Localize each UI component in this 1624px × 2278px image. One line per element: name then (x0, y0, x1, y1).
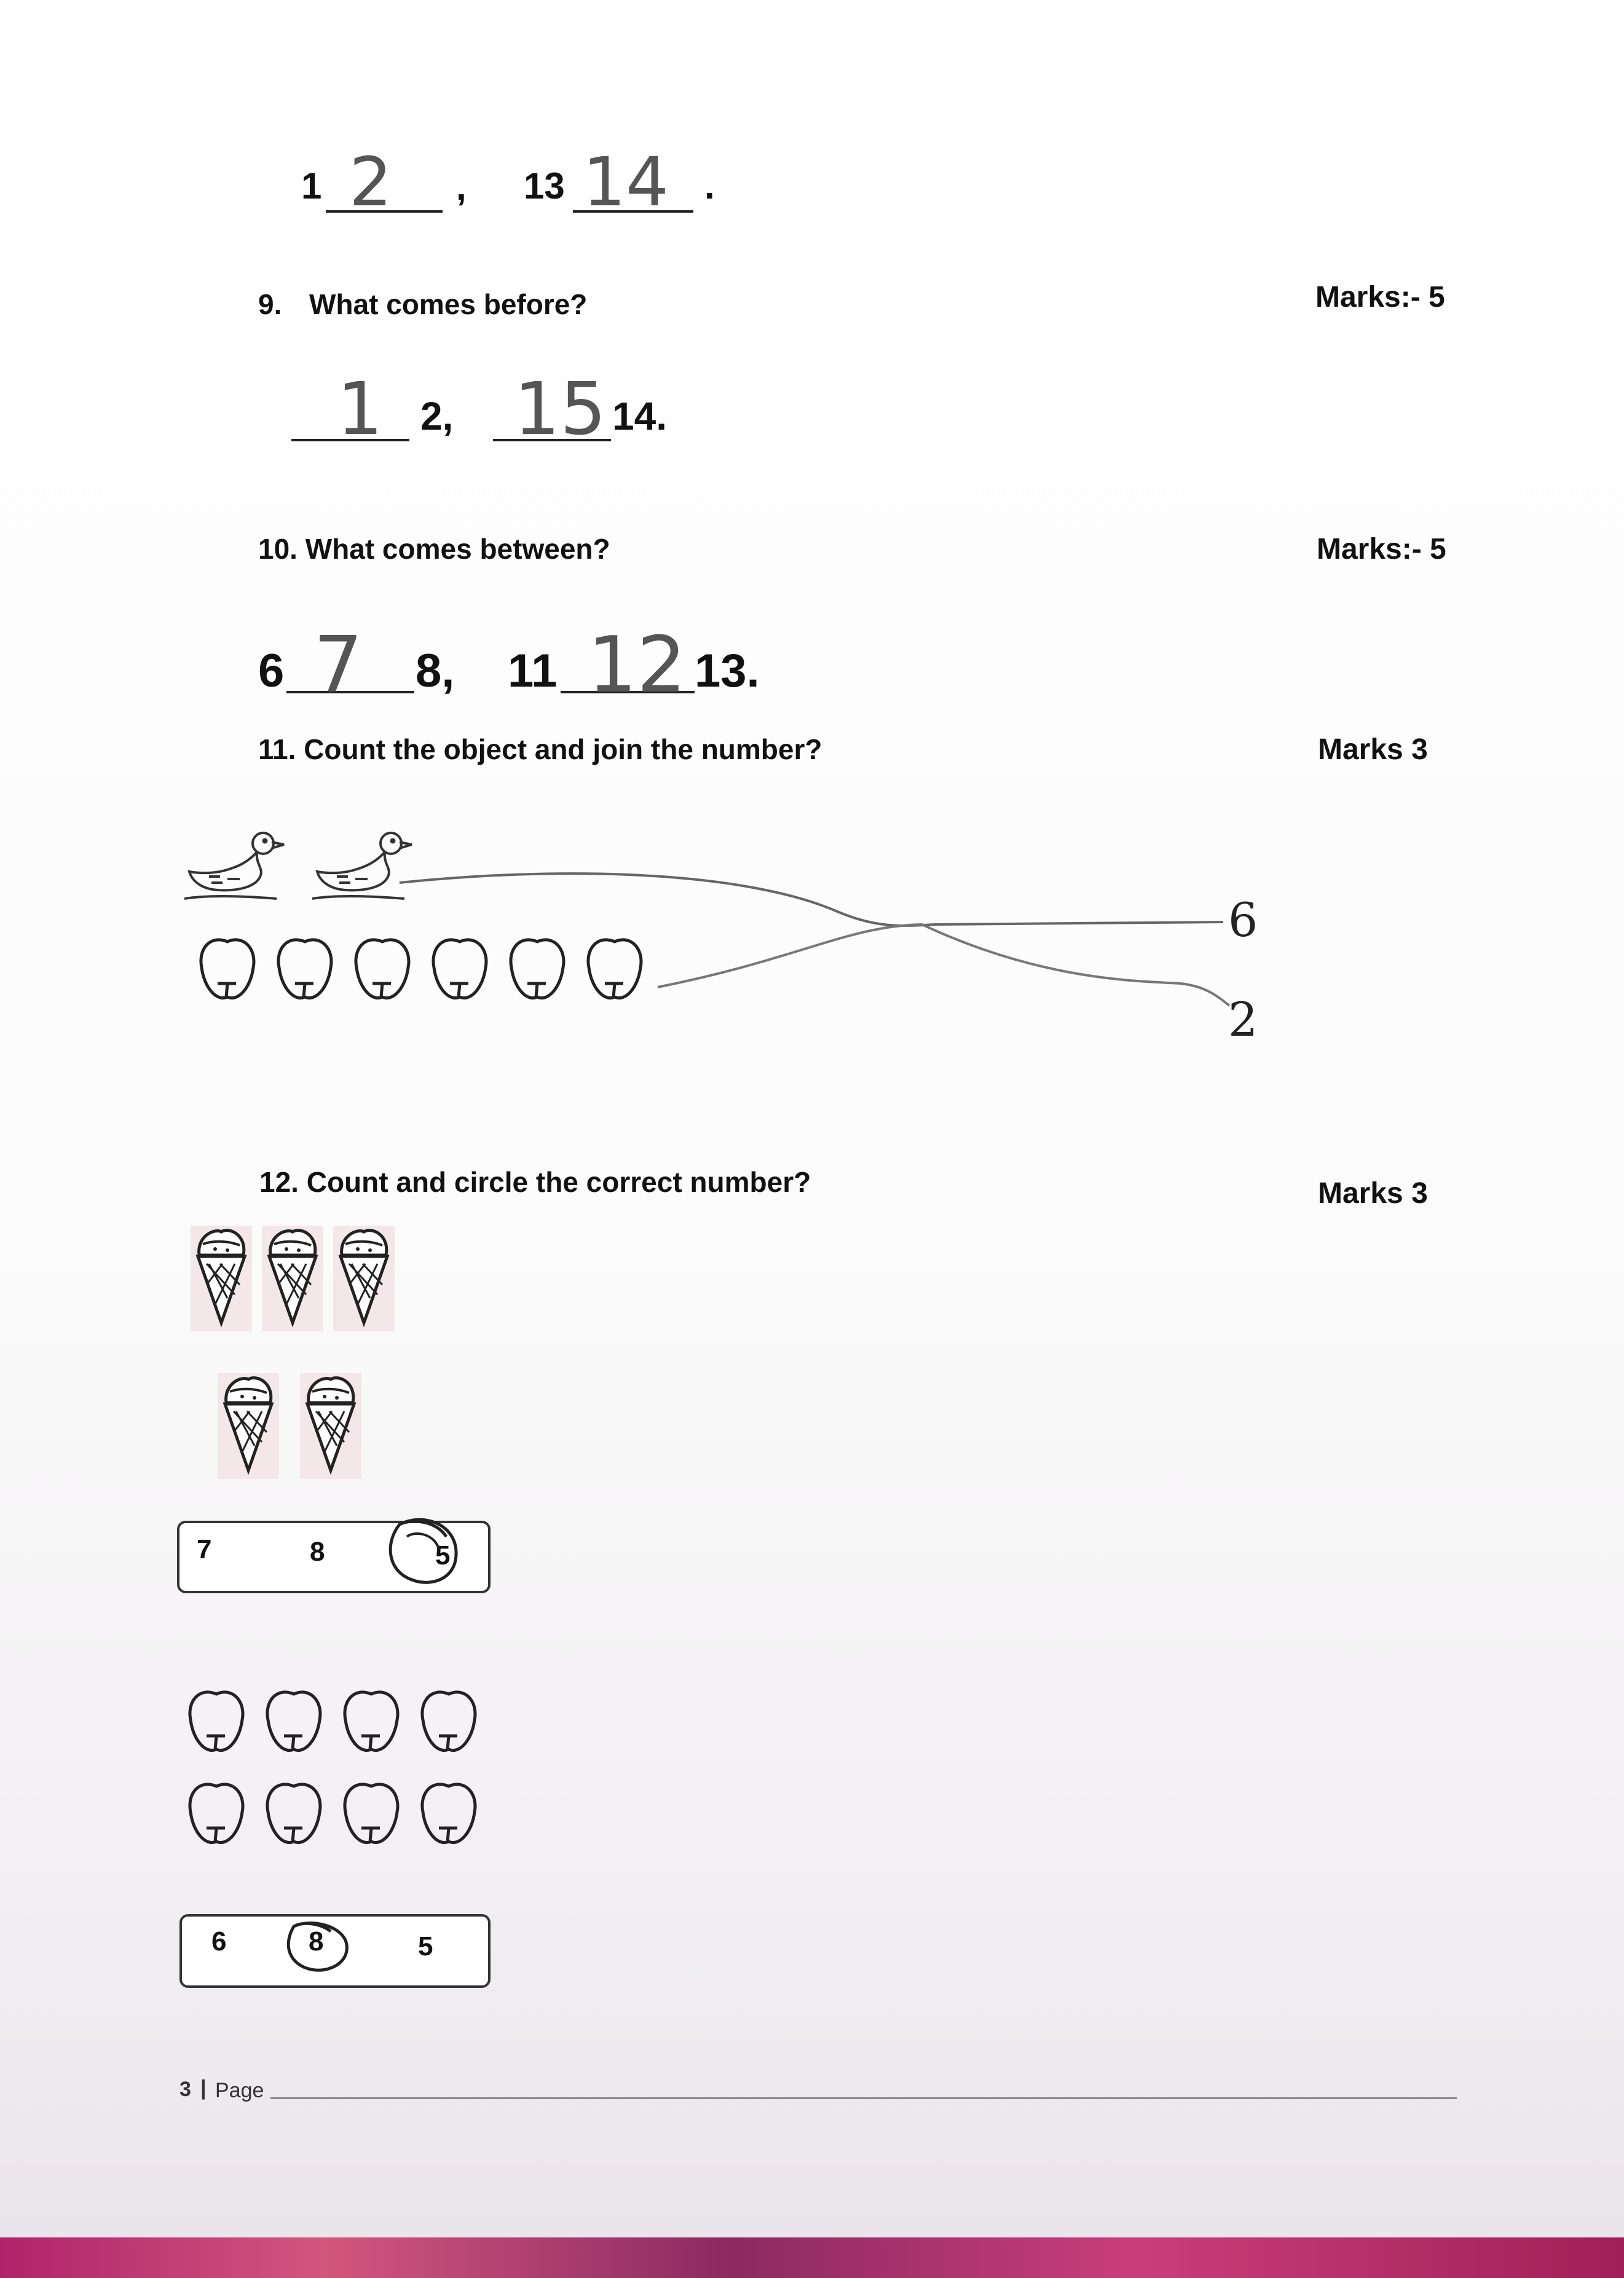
apple-icon (422, 1692, 475, 1751)
ice-cream-icon (191, 1226, 252, 1331)
apple-icon (267, 1692, 320, 1751)
q10-marks: Marks:- 5 (1317, 533, 1446, 566)
ice-cream-icon (218, 1373, 279, 1479)
apple-icon (190, 1784, 243, 1843)
join-number-2[interactable]: 2 (1228, 992, 1258, 1047)
footer-page-label: Page (215, 2079, 264, 2102)
q10-item1-suffix: 8, (416, 645, 455, 697)
join-number-6[interactable]: 6 (1228, 893, 1258, 947)
q10-answer-1: 7 (313, 620, 363, 710)
q10-title: 10. What comes between? (258, 533, 610, 565)
box1-circle-mark (375, 1512, 467, 1598)
ice-cream-icon (300, 1373, 361, 1479)
q9-title: What comes before? (309, 288, 588, 320)
box1-option-8[interactable]: 8 (310, 1537, 325, 1567)
q8-item1-sep: , (456, 167, 467, 208)
q8-answer-2: 14 (583, 143, 669, 221)
q12-title: 12. Count and circle the correct number? (259, 1166, 811, 1198)
q10-item2-prefix: 11 (508, 645, 558, 697)
join-line-apples-to-6 (658, 924, 1229, 1006)
apples-grid-q12 (181, 1683, 500, 1849)
q10-item1-prefix: 6 (258, 645, 285, 697)
ice-creams-row-1 (191, 1226, 400, 1336)
box2-option-5[interactable]: 5 (418, 1931, 433, 1961)
q9-answer-2: 15 (514, 366, 607, 451)
q11-marks: Marks 3 (1318, 733, 1428, 766)
q9-marks: Marks:- 5 (1315, 281, 1445, 313)
q8-item1-prefix: 1 (301, 165, 322, 207)
q10-item2-suffix: 13. (695, 645, 760, 697)
apple-icon (190, 1692, 243, 1751)
footer-rule (270, 2097, 1457, 2099)
ice-cream-icon (262, 1226, 323, 1331)
ice-cream-icon (333, 1226, 395, 1331)
q8-answer-1: 2 (349, 143, 392, 221)
footer-separator: | (200, 2076, 207, 2100)
apple-icon (422, 1784, 475, 1843)
apple-icon (267, 1784, 320, 1843)
footer-page-number: 3 (179, 2078, 191, 2101)
q9-item1-suffix: 2, (420, 394, 454, 438)
join-line-ducks-to-2 (400, 873, 1223, 926)
q9-item2-suffix: 14. (612, 394, 667, 438)
q12-marks: Marks 3 (1318, 1177, 1428, 1210)
box2-circle-mark (275, 1913, 361, 1980)
q8-item2-end: . (704, 165, 715, 207)
background-fabric (0, 2237, 1624, 2278)
apple-icon (345, 1692, 398, 1751)
box2-option-8[interactable]: 8 (309, 1926, 324, 1957)
q10-answer-2: 12 (588, 620, 687, 710)
q9-number: 9. (258, 288, 282, 320)
q8-item2-prefix: 13 (524, 165, 565, 207)
box2-option-6[interactable]: 6 (211, 1926, 227, 1957)
box1-option-7[interactable]: 7 (197, 1534, 212, 1564)
q9-answer-1: 1 (337, 366, 384, 451)
apple-icon (345, 1784, 398, 1843)
ice-creams-row-2 (218, 1373, 377, 1484)
q11-title: 11. Count the object and join the number? (258, 733, 822, 765)
box1-option-5[interactable]: 5 (435, 1540, 451, 1571)
